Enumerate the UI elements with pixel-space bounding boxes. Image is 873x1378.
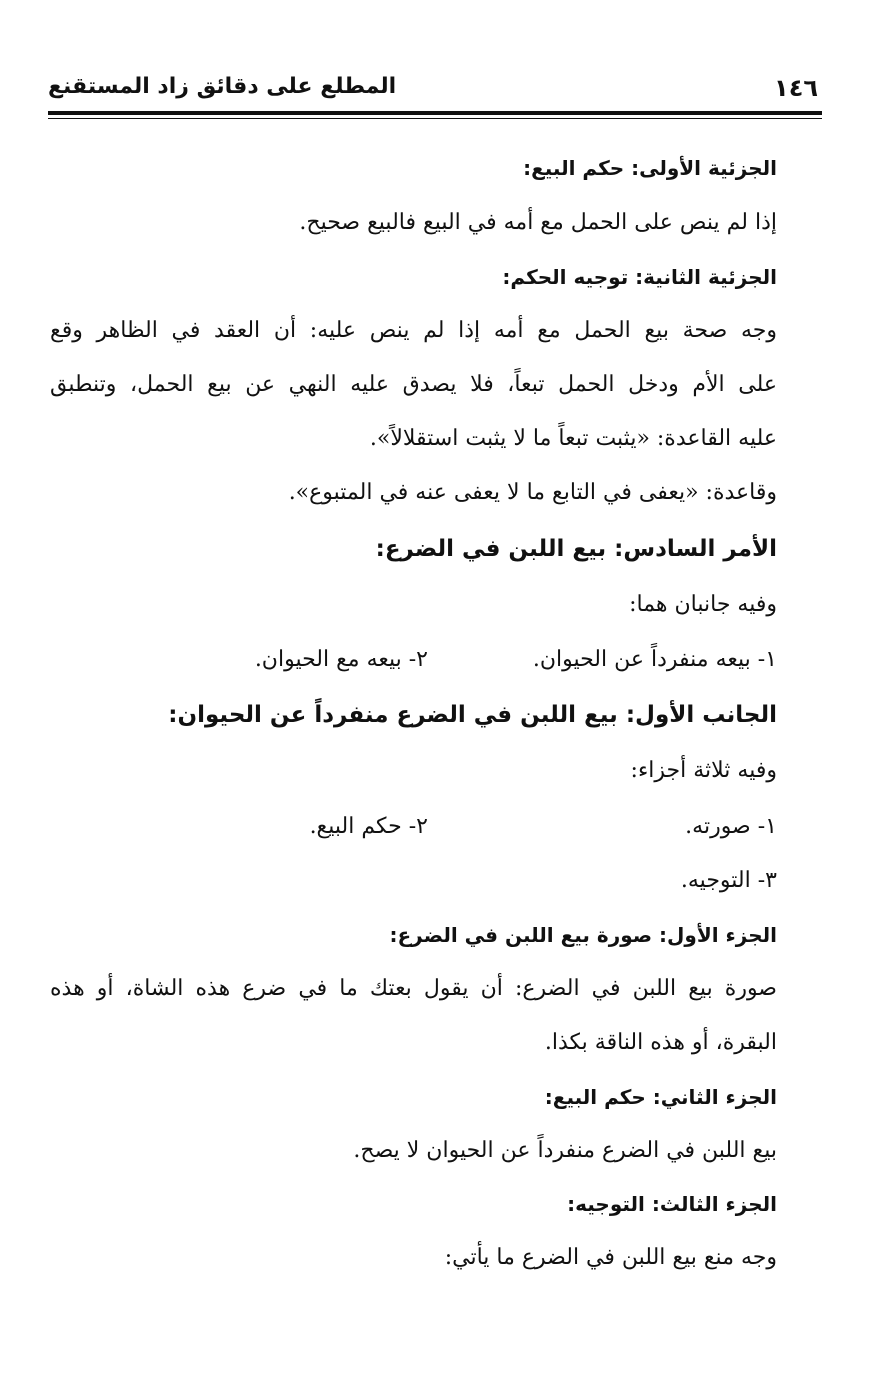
list-item-part-3: ٣- التوجيه. bbox=[680, 868, 777, 893]
heading-part-3-justification: الجزء الثالث: التوجيه: bbox=[567, 1192, 777, 1216]
heading-first-aspect: الجانب الأول: بيع اللبن في الضرع منفرداً عن الحيوان: bbox=[168, 702, 777, 728]
paragraph-justification-line-1: وجه صحة بيع الحمل مع أمه إذا لم ينص عليه: أن العقد في الظاهر وقع bbox=[50, 318, 777, 343]
paragraph-ruling-text: إذا لم ينص على الحمل مع أمه في البيع فالبيع صحيح. bbox=[299, 210, 777, 235]
list-item-part-1: ١- صورته. bbox=[685, 814, 777, 839]
paragraph-justification-line-3: عليه القاعدة: «يثبت تبعاً ما لا يثبت استقلالاً». bbox=[369, 426, 777, 451]
header-rule-thick bbox=[48, 111, 822, 115]
page-number: ١٤٦ bbox=[774, 74, 818, 102]
heading-part-1-form: الجزء الأول: صورة بيع اللبن في الضرع: bbox=[389, 923, 777, 947]
page-header bbox=[48, 70, 818, 110]
paragraph-form-line-2: البقرة، أو هذه الناقة بكذا. bbox=[544, 1030, 777, 1055]
heading-subpart-1-ruling: الجزئية الأولى: حكم البيع: bbox=[523, 156, 777, 180]
paragraph-three-parts: وفيه ثلاثة أجزاء: bbox=[630, 758, 777, 783]
paragraph-justification-line-2: على الأم ودخل الحمل تبعاً، فلا يصدق عليه النهي عن بيع الحمل، وتنطبق bbox=[50, 372, 777, 397]
paragraph-form-line-1: صورة بيع اللبن في الضرع: أن يقول بعتك ما في ضرع هذه الشاة، أو هذه bbox=[50, 976, 777, 1001]
list-item-aspect-2: ٢- بيعه مع الحيوان. bbox=[254, 647, 428, 672]
book-title: المطلع على دقائق زاد المستقنع bbox=[48, 74, 397, 99]
list-item-aspect-1: ١- بيعه منفرداً عن الحيوان. bbox=[532, 647, 777, 672]
header-rule-thin bbox=[48, 118, 822, 119]
list-item-part-2: ٢- حكم البيع. bbox=[309, 814, 428, 839]
paragraph-maxim: وقاعدة: «يعفى في التابع ما لا يعفى عنه في المتبوع». bbox=[288, 480, 777, 505]
heading-sixth-matter: الأمر السادس: بيع اللبن في الضرع: bbox=[375, 536, 777, 562]
paragraph-two-aspects: وفيه جانبان هما: bbox=[629, 592, 777, 617]
heading-subpart-2-justification: الجزئية الثانية: توجيه الحكم: bbox=[502, 265, 777, 289]
paragraph-prohibition-reason: وجه منع بيع اللبن في الضرع ما يأتي: bbox=[444, 1245, 777, 1270]
heading-part-2-ruling: الجزء الثاني: حكم البيع: bbox=[544, 1085, 777, 1109]
paragraph-sale-ruling: بيع اللبن في الضرع منفرداً عن الحيوان لا يصح. bbox=[353, 1138, 777, 1163]
